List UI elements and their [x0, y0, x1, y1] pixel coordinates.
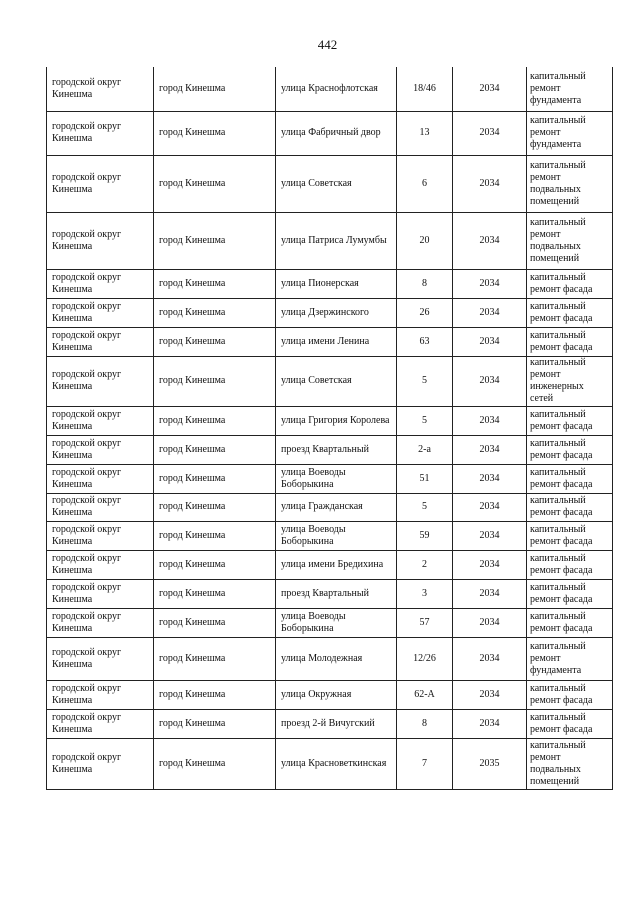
street-cell: улица Дзержинского	[276, 298, 397, 327]
street-cell: улица Пионерская	[276, 269, 397, 298]
work-type-cell: капитальный ремонт подвальных помещений	[527, 155, 613, 212]
district-cell: городской округ Кинешма	[47, 709, 154, 738]
house-number-cell: 12/26	[397, 637, 453, 680]
city-cell: город Кинешма	[154, 298, 276, 327]
year-cell: 2034	[453, 521, 527, 550]
year-cell: 2034	[453, 406, 527, 435]
district-cell: городской округ Кинешма	[47, 680, 154, 709]
house-number-cell: 20	[397, 212, 453, 269]
district-cell: городской округ Кинешма	[47, 464, 154, 493]
district-cell: городской округ Кинешма	[47, 269, 154, 298]
year-cell: 2034	[453, 212, 527, 269]
work-type-cell: капитальный ремонт фасада	[527, 464, 613, 493]
district-cell: городской округ Кинешма	[47, 738, 154, 789]
table-row	[47, 111, 613, 155]
year-cell: 2034	[453, 67, 527, 111]
house-number-cell: 5	[397, 493, 453, 521]
city-cell: город Кинешма	[154, 212, 276, 269]
table-row	[47, 406, 613, 435]
city-cell: город Кинешма	[154, 435, 276, 464]
house-number-cell: 62-А	[397, 680, 453, 709]
house-number-cell: 7	[397, 738, 453, 789]
table-row	[47, 435, 613, 464]
street-cell: улица Фабричный двор	[276, 111, 397, 155]
work-type-cell: капитальный ремонт подвальных помещений	[527, 738, 613, 789]
city-cell: город Кинешма	[154, 406, 276, 435]
year-cell: 2034	[453, 680, 527, 709]
house-number-cell: 59	[397, 521, 453, 550]
year-cell: 2034	[453, 435, 527, 464]
district-cell: городской округ Кинешма	[47, 608, 154, 637]
house-number-cell: 5	[397, 356, 453, 406]
year-cell: 2034	[453, 269, 527, 298]
year-cell: 2034	[453, 464, 527, 493]
district-cell: городской округ Кинешма	[47, 212, 154, 269]
house-number-cell: 3	[397, 579, 453, 608]
work-type-cell: капитальный ремонт инженерных сетей	[527, 356, 613, 406]
repair-schedule-table	[46, 67, 613, 790]
street-cell: улица Краснофлотская	[276, 67, 397, 111]
city-cell: город Кинешма	[154, 579, 276, 608]
house-number-cell: 2-а	[397, 435, 453, 464]
table-row	[47, 67, 613, 111]
house-number-cell: 13	[397, 111, 453, 155]
table-row	[47, 356, 613, 406]
district-cell: городской округ Кинешма	[47, 406, 154, 435]
street-cell: улица имени Бредихина	[276, 550, 397, 579]
district-cell: городской округ Кинешма	[47, 521, 154, 550]
house-number-cell: 6	[397, 155, 453, 212]
year-cell: 2034	[453, 709, 527, 738]
district-cell: городской округ Кинешма	[47, 637, 154, 680]
city-cell: город Кинешма	[154, 550, 276, 579]
city-cell: город Кинешма	[154, 155, 276, 212]
house-number-cell: 18/46	[397, 67, 453, 111]
street-cell: улица Воеводы Боборыкина	[276, 521, 397, 550]
district-cell: городской округ Кинешма	[47, 327, 154, 356]
city-cell: город Кинешма	[154, 464, 276, 493]
house-number-cell: 57	[397, 608, 453, 637]
table-row	[47, 155, 613, 212]
house-number-cell: 8	[397, 709, 453, 738]
work-type-cell: капитальный ремонт фасада	[527, 608, 613, 637]
year-cell: 2034	[453, 327, 527, 356]
street-cell: улица Советская	[276, 155, 397, 212]
street-cell: проезд 2-й Вичугский	[276, 709, 397, 738]
table-row	[47, 269, 613, 298]
work-type-cell: капитальный ремонт фасада	[527, 680, 613, 709]
city-cell: город Кинешма	[154, 493, 276, 521]
city-cell: город Кинешма	[154, 709, 276, 738]
city-cell: город Кинешма	[154, 67, 276, 111]
table-row	[47, 680, 613, 709]
year-cell: 2034	[453, 356, 527, 406]
work-type-cell: капитальный ремонт фундамента	[527, 67, 613, 111]
district-cell: городской округ Кинешма	[47, 155, 154, 212]
work-type-cell: капитальный ремонт фасада	[527, 579, 613, 608]
house-number-cell: 2	[397, 550, 453, 579]
city-cell: город Кинешма	[154, 521, 276, 550]
work-type-cell: капитальный ремонт фасада	[527, 435, 613, 464]
city-cell: город Кинешма	[154, 680, 276, 709]
house-number-cell: 63	[397, 327, 453, 356]
street-cell: улица Молодежная	[276, 637, 397, 680]
street-cell: улица Григория Королева	[276, 406, 397, 435]
house-number-cell: 51	[397, 464, 453, 493]
table-row	[47, 464, 613, 493]
street-cell: улица Гражданская	[276, 493, 397, 521]
table-row	[47, 298, 613, 327]
district-cell: городской округ Кинешма	[47, 356, 154, 406]
table-row	[47, 327, 613, 356]
year-cell: 2035	[453, 738, 527, 789]
district-cell: городской округ Кинешма	[47, 550, 154, 579]
year-cell: 2034	[453, 298, 527, 327]
city-cell: город Кинешма	[154, 738, 276, 789]
house-number-cell: 26	[397, 298, 453, 327]
table-row	[47, 709, 613, 738]
year-cell: 2034	[453, 493, 527, 521]
work-type-cell: капитальный ремонт фундамента	[527, 637, 613, 680]
table-row	[47, 637, 613, 680]
year-cell: 2034	[453, 550, 527, 579]
district-cell: городской округ Кинешма	[47, 111, 154, 155]
table-row	[47, 608, 613, 637]
city-cell: город Кинешма	[154, 608, 276, 637]
work-type-cell: капитальный ремонт подвальных помещений	[527, 212, 613, 269]
street-cell: улица Красноветкинская	[276, 738, 397, 789]
work-type-cell: капитальный ремонт фасада	[527, 298, 613, 327]
district-cell: городской округ Кинешма	[47, 579, 154, 608]
table-row	[47, 493, 613, 521]
district-cell: городской округ Кинешма	[47, 435, 154, 464]
year-cell: 2034	[453, 637, 527, 680]
street-cell: проезд Квартальный	[276, 435, 397, 464]
district-cell: городской округ Кинешма	[47, 493, 154, 521]
table-row	[47, 550, 613, 579]
year-cell: 2034	[453, 579, 527, 608]
work-type-cell: капитальный ремонт фундамента	[527, 111, 613, 155]
work-type-cell: капитальный ремонт фасада	[527, 709, 613, 738]
work-type-cell: капитальный ремонт фасада	[527, 269, 613, 298]
house-number-cell: 8	[397, 269, 453, 298]
street-cell: улица Советская	[276, 356, 397, 406]
year-cell: 2034	[453, 155, 527, 212]
work-type-cell: капитальный ремонт фасада	[527, 327, 613, 356]
street-cell: проезд Квартальный	[276, 579, 397, 608]
work-type-cell: капитальный ремонт фасада	[527, 406, 613, 435]
table-row	[47, 738, 613, 789]
street-cell: улица Окружная	[276, 680, 397, 709]
page-number: 442	[317, 37, 338, 52]
city-cell: город Кинешма	[154, 637, 276, 680]
year-cell: 2034	[453, 111, 527, 155]
district-cell: городской округ Кинешма	[47, 67, 154, 111]
house-number-cell: 5	[397, 406, 453, 435]
district-cell: городской округ Кинешма	[47, 298, 154, 327]
table-row	[47, 212, 613, 269]
work-type-cell: капитальный ремонт фасада	[527, 550, 613, 579]
street-cell: улица Воеводы Боборыкина	[276, 464, 397, 493]
table-row	[47, 579, 613, 608]
city-cell: город Кинешма	[154, 269, 276, 298]
year-cell: 2034	[453, 608, 527, 637]
city-cell: город Кинешма	[154, 356, 276, 406]
city-cell: город Кинешма	[154, 327, 276, 356]
work-type-cell: капитальный ремонт фасада	[527, 521, 613, 550]
street-cell: улица Патриса Лумумбы	[276, 212, 397, 269]
table-row	[47, 521, 613, 550]
street-cell: улица Воеводы Боборыкина	[276, 608, 397, 637]
work-type-cell: капитальный ремонт фасада	[527, 493, 613, 521]
street-cell: улица имени Ленина	[276, 327, 397, 356]
city-cell: город Кинешма	[154, 111, 276, 155]
